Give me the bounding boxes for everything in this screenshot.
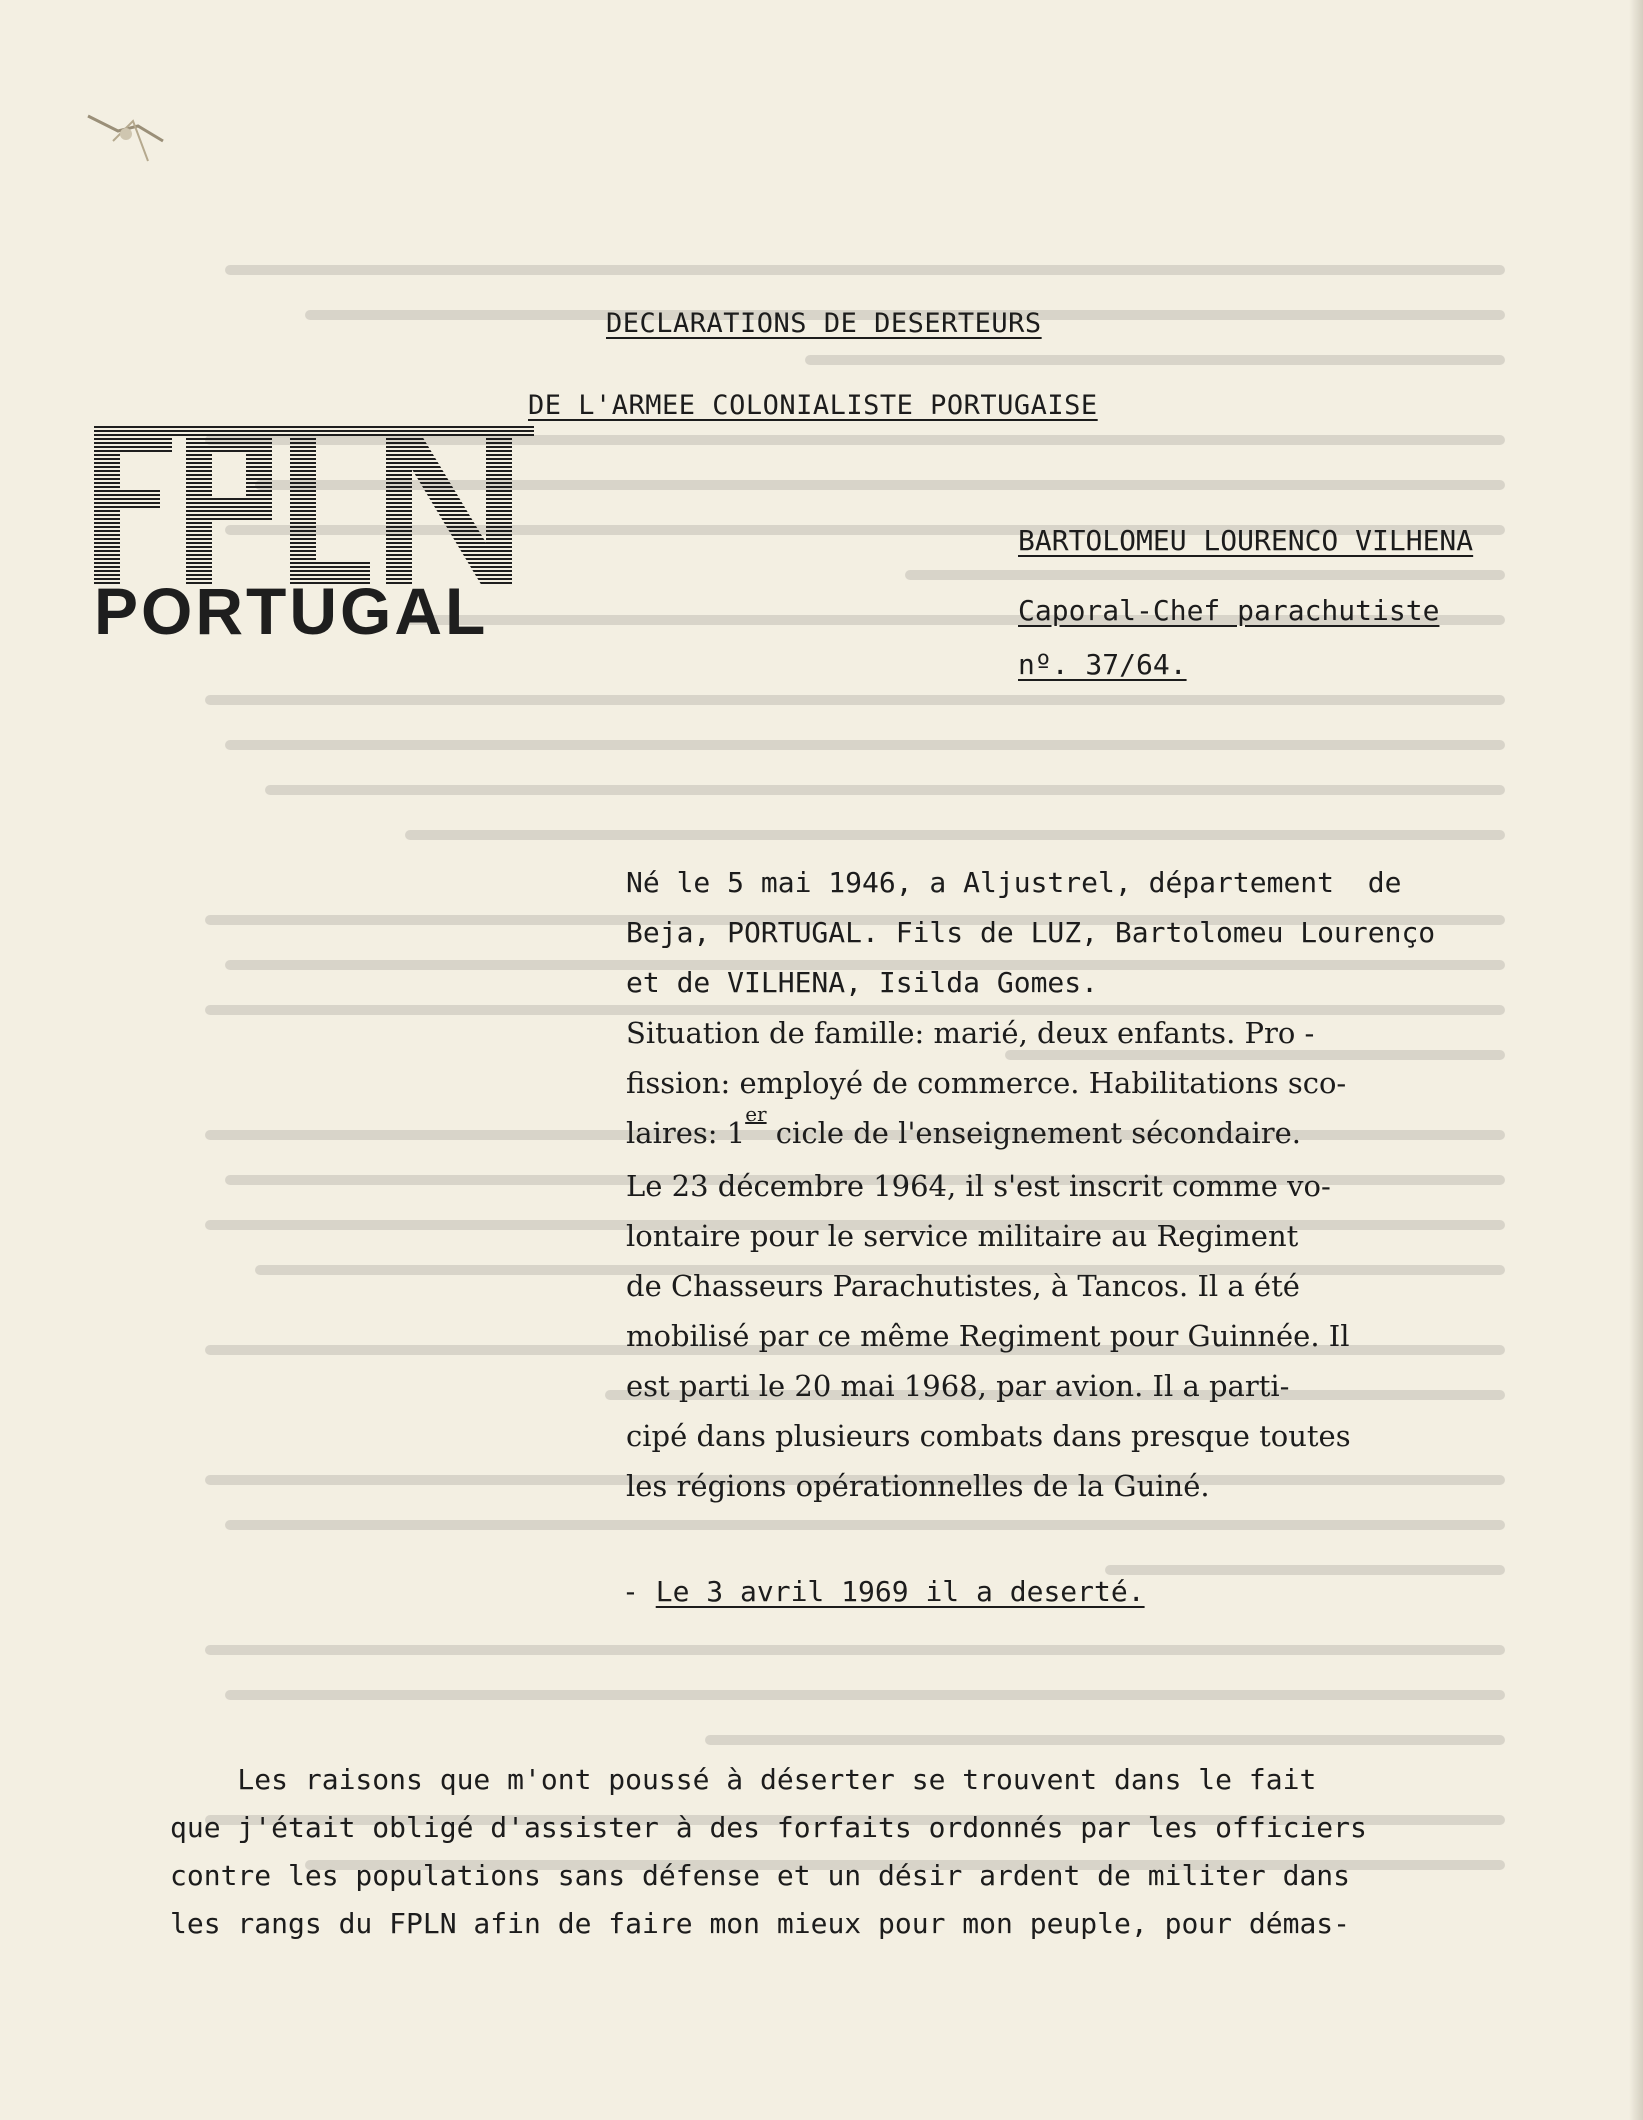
deserter-rank: Caporal-Chef parachutiste <box>1018 594 1440 627</box>
bio-line: les régions opérationnelles de la Guiné. <box>626 1469 1210 1503</box>
bio-line: cipé dans plusieurs combats dans presque toutes <box>626 1419 1351 1453</box>
bio-line: fission: employé de commerce. Habilitations sco- <box>626 1066 1347 1100</box>
bio-line: et de VILHENA, Isilda Gomes. <box>626 966 1099 999</box>
reasons-line: les rangs du FPLN afin de faire mon mieux pour mon peuple, pour démas- <box>170 1907 1351 1940</box>
deserter-number: nº. 37/64. <box>1018 648 1187 681</box>
bio-line: Le 23 décembre 1964, il s'est inscrit comme vo- <box>626 1169 1331 1203</box>
bio-line: lontaire pour le service militaire au Regiment <box>626 1219 1299 1253</box>
staple-mark-icon <box>78 86 188 176</box>
logo-wordmark: PORTUGAL <box>94 574 489 648</box>
bio-line-education-end: cicle de l'enseignement sécondaire. <box>766 1116 1301 1150</box>
desertion-dash: - <box>622 1575 656 1608</box>
fpln-letters-logo-icon <box>94 426 534 586</box>
paper-edge-shadow <box>1629 0 1643 2120</box>
bio-line: de Chasseurs Parachutistes, à Tancos. Il a été <box>626 1269 1300 1303</box>
document-subtitle: DE L'ARMEE COLONIALISTE PORTUGAISE <box>528 390 1098 421</box>
desertion-date <box>622 1575 1145 1608</box>
reasons-line: que j'était obligé d'assister à des forfaits ordonnés par les officiers <box>170 1811 1367 1844</box>
bio-line: mobilisé par ce même Regiment pour Guinnée. Il <box>626 1319 1350 1353</box>
bio-line-education-start: laires: 1 <box>626 1116 746 1150</box>
reasons-paragraph <box>170 1756 1570 1948</box>
bio-line: Né le 5 mai 1946, a Aljustrel, département de <box>626 866 1402 899</box>
ordinal-superscript: er <box>745 1102 767 1126</box>
fpln-logo <box>94 426 534 656</box>
desertion-text: Le 3 avril 1969 il a deserté. <box>655 1575 1145 1608</box>
bio-line: Situation de famille: marié, deux enfants. Pro - <box>626 1016 1315 1050</box>
document-title: DECLARATIONS DE DESERTEURS <box>606 308 1042 339</box>
bio-line: Beja, PORTUGAL. Fils de LUZ, Bartolomeu Lourenço <box>626 916 1436 949</box>
reasons-line: Les raisons que m'ont poussé à déserter se trouvent dans le fait <box>170 1763 1317 1796</box>
bio-line-education <box>626 1102 1576 1161</box>
reasons-line: contre les populations sans défense et un désir ardent de militer dans <box>170 1859 1351 1892</box>
biography-paragraph <box>626 858 1576 1511</box>
deserter-name: BARTOLOMEU LOURENCO VILHENA <box>1018 524 1474 557</box>
bio-line: est parti le 20 mai 1968, par avion. Il a parti- <box>626 1369 1290 1403</box>
